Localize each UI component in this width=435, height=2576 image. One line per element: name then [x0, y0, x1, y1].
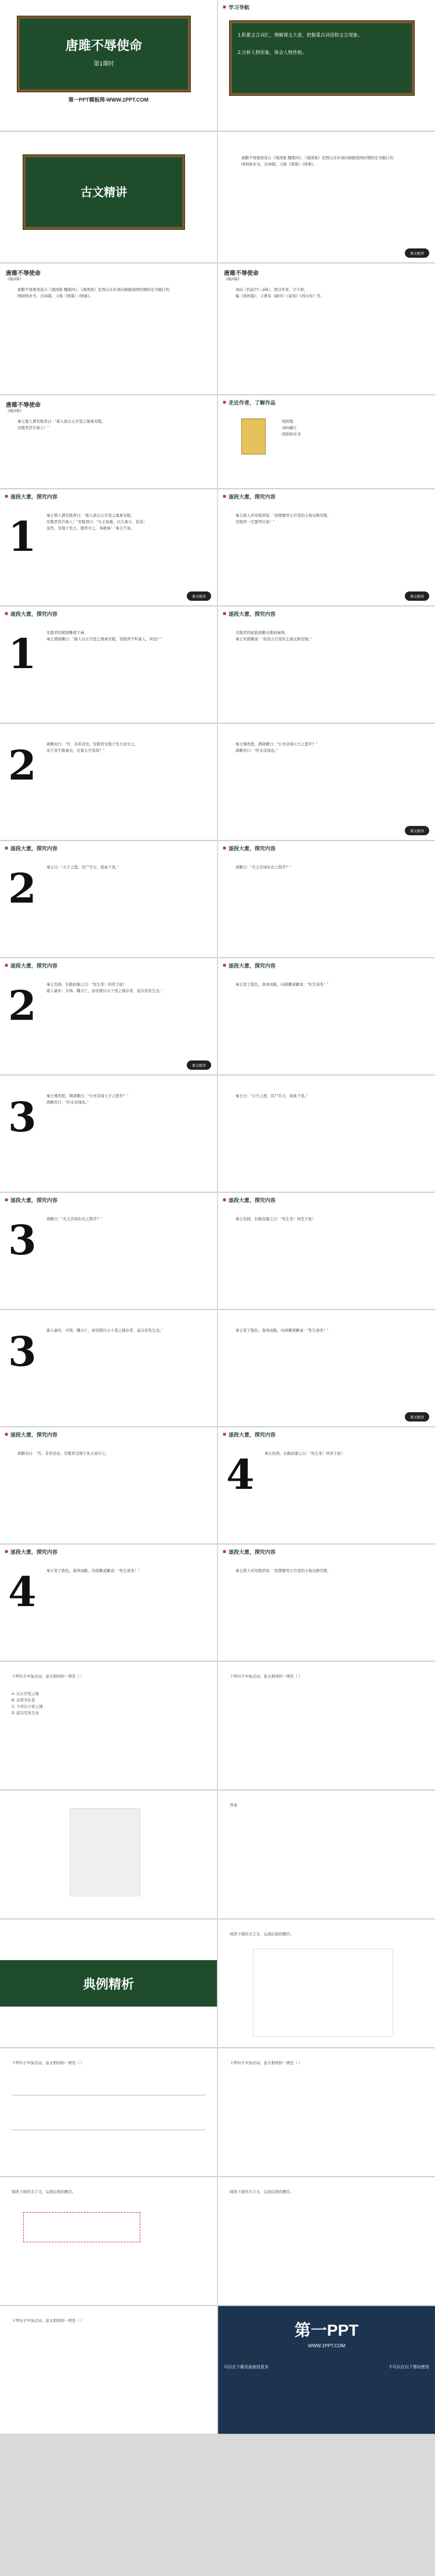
paragraph-text: 秦王使人谓安陵君曰：“寡人欲以五百里之地易安陵， 安陵君其许寡人！”安陵君曰：“大王加惠，以大易小，甚善； 虽然，受地于先王，愿终守之，弗敢易！”秦王不说。: [46, 514, 147, 531]
analysis-header: ■ 逐段大意，探究内容: [223, 1431, 276, 1438]
analysis-slide[interactable]: [218, 489, 435, 607]
author-slide-3[interactable]: [0, 395, 217, 489]
goals-list: [232, 23, 412, 65]
analysis-slide[interactable]: [218, 607, 435, 724]
analysis-header: ■ 逐段大意，探究内容: [5, 1549, 58, 1555]
analysis-slide[interactable]: [0, 489, 217, 607]
analysis-header: ■ 逐段大意，探究内容: [5, 611, 58, 617]
row-1: [0, 0, 435, 131]
arrow-icon: ■: [223, 493, 227, 500]
exercise-slide[interactable]: [0, 2177, 217, 2306]
author-sub: 《战国策》: [6, 410, 24, 413]
paragraph-number: 1: [8, 513, 37, 561]
exercise-slide[interactable]: [0, 2306, 217, 2435]
analysis-header: ■ 逐段大意，探究内容: [223, 1197, 276, 1203]
chalkboard: [17, 16, 190, 92]
author-text: 秦王使人谓安陵君曰：“寡人欲以五百里之地易安陵， 安陵君其许寡人！”: [17, 420, 106, 430]
analysis-slide[interactable]: [0, 1545, 217, 1662]
exercise-slide[interactable]: [0, 2048, 217, 2177]
ad-left-title: 可以在下载页面查找更多: [224, 2365, 269, 2369]
analysis-header: ■ 逐段大意，探究内容: [5, 962, 58, 969]
paragraph-text: 秦王色挠，长跪而谢之曰：“先生坐！何至于此！ 寡人谕矣：夫韩、魏灭亡，而安陵以五十里之地存者，徒以有先生也。”: [46, 983, 163, 993]
section-title: 古文精讲: [81, 186, 127, 199]
row-10: [0, 1076, 435, 1192]
analysis-slide[interactable]: [0, 1076, 217, 1193]
row-2: [0, 132, 435, 262]
stamp: 课文精讲: [405, 1412, 429, 1422]
paragraph-number: 3: [8, 1216, 37, 1264]
exercise-slide[interactable]: [0, 1662, 217, 1791]
arrow-icon: ■: [223, 962, 227, 969]
analysis-header: ■ 逐段大意，探究内容: [5, 1431, 58, 1438]
row-5: [0, 489, 435, 605]
goals-header: ■ 学习导航: [223, 4, 250, 10]
row-9: [0, 958, 435, 1074]
paragraph-text: 秦王变了脸色，直身而跪，向唐雎道歉说：“先生请坐！”: [235, 1329, 329, 1333]
paragraph-text: 秦王变了脸色，直身而跪，向唐雎道歉说：“先生请坐！”: [235, 983, 329, 987]
cover-subtitle: 第1课时: [93, 61, 114, 67]
analysis-slide[interactable]: [0, 1427, 217, 1545]
arrow-icon: ■: [5, 1549, 9, 1555]
author-title: 唐雎不辱使命: [224, 270, 259, 277]
arrow-icon: ■: [5, 493, 9, 500]
answer-box[interactable]: [23, 2212, 140, 2242]
book-image: [241, 418, 266, 454]
cover-site: 第一PPT模板网-WWW.1PPT.COM: [68, 97, 148, 103]
exercise-slide[interactable]: [218, 2177, 435, 2306]
analysis-slide[interactable]: [0, 958, 217, 1076]
paragraph-number: 3: [8, 1093, 37, 1141]
author-title: 唐雎不辱使命: [6, 402, 41, 409]
hint-list: 战国策 刘向编订 国别体史书: [282, 420, 301, 436]
stamp: 课文精讲: [405, 591, 429, 601]
paragraph-text: 秦王怫然怒，谓唐雎曰：“公亦尝闻天子之怒乎？” 唐雎对曰：“臣未尝闻也。”: [46, 1094, 128, 1105]
exercise-slide[interactable]: [0, 1791, 217, 1920]
analysis-slide[interactable]: [0, 841, 217, 958]
exercise-question: 下列句子中加点词，意义相同的一项是（ ）: [230, 1675, 303, 1679]
section-slide-1[interactable]: [0, 132, 217, 264]
author-sub: 《战国策》: [6, 278, 24, 282]
row-7: [0, 724, 435, 840]
ad-slide[interactable]: [218, 2306, 435, 2435]
analysis-slide[interactable]: [218, 1076, 435, 1193]
row-3: [0, 264, 435, 394]
hint-slide[interactable]: [218, 395, 435, 489]
answer-label: 答案: [230, 1803, 237, 1807]
stamp: 课文精讲: [405, 248, 429, 258]
reading-slide[interactable]: [218, 1920, 435, 2048]
paragraph-text: 安陵君因此派唐雎出使到秦国。 秦王对唐雎说：“我用五百里的土地交换安陵。”: [235, 631, 312, 641]
arrow-icon: ■: [223, 611, 227, 617]
analysis-header: ■ 逐段大意，探究内容: [223, 493, 276, 500]
paragraph-number: 4: [226, 1451, 255, 1499]
intro-slide[interactable]: [218, 132, 435, 264]
paragraph-number: 4: [8, 1568, 37, 1616]
analysis-slide[interactable]: [0, 1193, 217, 1310]
option-c[interactable]: C. 今吾以十倍之地: [12, 1705, 43, 1709]
section-slide-2[interactable]: [0, 1920, 217, 2048]
arrow-icon: ■: [223, 1549, 227, 1555]
analysis-slide[interactable]: [218, 841, 435, 958]
paragraph-text: 秦王色挠，长跪而谢之曰：“先生坐！何至于此！: [235, 1217, 316, 1221]
exercise-options: [12, 1691, 197, 1716]
read-title: 阅读下面的文言文，完成后面的题目。: [12, 2190, 76, 2194]
paragraph-text: 秦王派人对安陵君说：“我想要用五百里的土地交换安陵，: [235, 1569, 331, 1573]
exercise-slide[interactable]: [218, 2048, 435, 2177]
author-sub: 《战国策》: [224, 278, 242, 282]
analysis-header: ■ 逐段大意，探究内容: [223, 845, 276, 852]
row-16: [0, 1791, 435, 1918]
paragraph-text: 秦王曰：“天子之怒，伏尸百万，流血千里。”: [46, 865, 119, 870]
arrow-icon: ■: [5, 845, 9, 852]
analysis-header: ■ 逐段大意，探究内容: [5, 845, 58, 852]
stamp: 课文精讲: [187, 1060, 211, 1070]
cover-slide[interactable]: [0, 0, 217, 132]
analysis-slide[interactable]: [218, 1310, 435, 1427]
reading-title: 阅读下面的文言文，完成后面的题目。: [230, 1932, 294, 1936]
option-d[interactable]: D. 徒以有先生也: [12, 1711, 39, 1715]
paragraph-text: 秦王怫然怒，谓唐雎曰：“公亦尝闻天子之怒乎？” 唐雎对曰：“臣未尝闻也。”: [235, 742, 317, 753]
arrow-icon: ■: [223, 1431, 227, 1438]
row-4: [0, 395, 435, 488]
arrow-icon: ■: [5, 1431, 9, 1438]
row-19: [0, 2177, 435, 2305]
row-18: [0, 2048, 435, 2176]
arrow-icon: ■: [5, 962, 9, 969]
author-slide-2[interactable]: [218, 264, 435, 395]
paragraph-number: 3: [8, 1327, 37, 1376]
analysis-slide[interactable]: [0, 724, 217, 841]
exercise-slide[interactable]: [218, 1791, 435, 1920]
row-14: [0, 1545, 435, 1661]
row-15: [0, 1662, 435, 1790]
ad-url[interactable]: WWW.1PPT.COM: [307, 2343, 346, 2348]
analysis-header: ■ 逐段大意，探究内容: [5, 1197, 58, 1203]
section-title: 典例精析: [0, 1960, 217, 2007]
row-12: [0, 1310, 435, 1426]
read-title: 阅读下面的文言文，完成后面的题目。: [230, 2190, 294, 2194]
cover-title: 唐雎不辱使命: [65, 38, 142, 53]
paragraph-text: 秦王派人对安陵君说：“我想要用五百里的土地交换安陵， 安陵君一定要答应我！”: [235, 514, 331, 524]
arrow-icon: ■: [223, 399, 227, 406]
paragraph-text: 安陵君因使唐雎使于秦。 秦王谓唐雎曰：“寡人以五百里之地易安陵，安陵君不听寡人，何也？”: [46, 631, 162, 641]
author-text: 刘向（约前77—前6），西汉学者，字子政， 编《战国策》，又著有《新序》《说苑》《列女传》等。: [235, 288, 324, 298]
analysis-header: ■ 逐段大意，探究内容: [223, 611, 276, 617]
arrow-icon: ■: [223, 1197, 227, 1203]
paragraph-text: 唐雎对曰：“否，非若是也。安陵君受地于先王而守之，: [17, 1452, 110, 1456]
paragraph-text: 寡人谕矣：夫韩、魏灭亡，而安陵以五十里之地存者，徒以有先生也。”: [46, 1329, 163, 1333]
paragraph-number: 2: [8, 741, 37, 789]
exercise-question: 下列句子中加点词，意义相同的一项是（ ）: [12, 2319, 85, 2323]
hint-header: ■ 走近作者，了解作品: [223, 399, 276, 406]
analysis-slide[interactable]: [218, 724, 435, 841]
paragraph-text: 秦王色挠，长跪而谢之曰：“先生坐！何至于此！: [264, 1452, 345, 1456]
exercise-question: 下列句子中加点词，意义相同的一项是（ ）: [12, 2061, 85, 2065]
exercise-question: 下列句子中加点词，意义相同的一项是（ ）: [230, 2061, 303, 2065]
goal-item: 1.积累文言词汇，理解课文大意，把握重点词语和文言现象。: [238, 33, 362, 38]
paragraph-text: 秦王变了脸色，直身而跪，向唐雎道歉说：“先生请坐！”: [46, 1569, 140, 1573]
exercise-question: 下列句子中加点词，意义相同的一项是（ ）: [12, 1675, 85, 1679]
author-title: 唐雎不辱使命: [6, 270, 41, 277]
answer-box[interactable]: [70, 1808, 140, 1896]
section-board: [23, 155, 184, 229]
analysis-header: ■ 逐段大意，探究内容: [223, 1549, 276, 1555]
analysis-slide[interactable]: [218, 1545, 435, 1662]
paragraph-text: 秦王曰：“天子之怒，伏尸百万，流血千里。”: [235, 1094, 308, 1098]
goals-board: [230, 21, 414, 95]
paragraph-number: 1: [8, 630, 37, 678]
goal-item: 2.分析人物形象，体会人物性格。: [238, 50, 307, 55]
arrow-icon: ■: [223, 4, 227, 10]
analysis-slide[interactable]: [218, 958, 435, 1076]
analysis-slide[interactable]: [218, 1427, 435, 1545]
ad-logo: 第一PPT: [294, 2321, 359, 2339]
stamp: 课文精讲: [187, 591, 211, 601]
paragraph-number: 2: [8, 982, 37, 1030]
stamp: 课文精讲: [405, 826, 429, 835]
row-8: [0, 841, 435, 957]
arrow-icon: ■: [223, 845, 227, 852]
row-13: [0, 1427, 435, 1543]
analysis-slide[interactable]: [218, 1193, 435, 1310]
goals-slide[interactable]: [218, 0, 435, 132]
option-b[interactable]: B. 以君为长者: [12, 1698, 35, 1702]
row-11: [0, 1193, 435, 1309]
row-6: [0, 607, 435, 723]
analysis-slide[interactable]: [0, 1310, 217, 1427]
analysis-header: ■ 逐段大意，探究内容: [5, 493, 58, 500]
paragraph-text: 唐雎曰：“大王尝闻布衣之怒乎？”: [46, 1217, 102, 1221]
analysis-slide[interactable]: [0, 607, 217, 724]
paragraph-text: 唐雎对曰：“否，非若是也。安陵君受地于先王而守之， 虽千里不敢易也，岂直五百里哉？”: [46, 742, 139, 753]
arrow-icon: ■: [5, 1197, 9, 1203]
paragraph-number: 2: [8, 864, 37, 912]
row-17: [0, 1920, 435, 2047]
arrow-icon: ■: [5, 611, 9, 617]
paragraph-text: 唐雎曰：“大王尝闻布衣之怒乎？”: [235, 865, 291, 870]
intro-text: 唐雎不辱使命选自《战国策·魏策四》，《战国策》是西汉末年刘向根据战国时期的史书编订的 国别体史书，共33篇，又称《国策》《国事》。: [241, 156, 394, 167]
row-20: [0, 2306, 435, 2434]
exercise-slide[interactable]: [218, 1662, 435, 1791]
ad-panel: [218, 2306, 435, 2434]
ad-right-title: 不可以在以下情况使用: [389, 2365, 429, 2369]
option-a[interactable]: A. 以五百里之地: [12, 1692, 39, 1696]
analysis-header: ■ 逐段大意，探究内容: [223, 962, 276, 969]
author-text: 唐雎不辱使命选自《战国策·魏策四》，《战国策》是西汉末年刘向根据战国时期的史书编订的 国别体史书，共33篇，又称《国策》《国事》。: [17, 288, 170, 298]
reading-passage: [253, 1949, 393, 2037]
author-slide-1[interactable]: [0, 264, 217, 395]
